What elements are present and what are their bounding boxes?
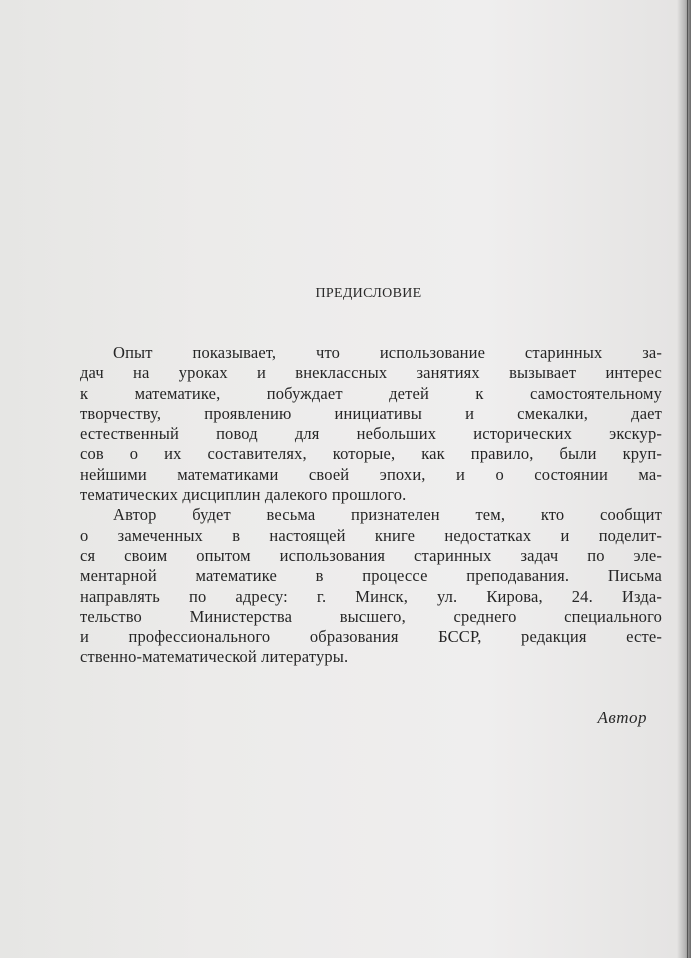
text-line: к математике, побуждает детей к самостоятельному xyxy=(80,383,662,403)
text-line: о замеченных в настоящей книге недостатках и поделит- xyxy=(80,525,662,545)
text-line: нейшими математиками своей эпохи, и о состоянии ма- xyxy=(80,464,662,484)
text-line: ментарной математике в процессе преподавания. Письма xyxy=(80,566,662,586)
paragraph-1 xyxy=(80,343,662,505)
text-line: и профессионального образования БССР, редакция есте- xyxy=(80,627,662,647)
text-line: Автор будет весьма признателен тем, кто сообщит xyxy=(113,505,662,525)
text-line: дач на уроках и внеклассных занятиях вызывает интерес xyxy=(80,363,662,383)
text-line: тематических дисциплин далекого прошлого. xyxy=(80,485,407,505)
text-line: сов о их составителях, которые, как правило, были круп- xyxy=(80,444,662,464)
preface-text xyxy=(80,343,662,668)
text-line: ственно-математической литературы. xyxy=(80,647,349,667)
text-line: направлять по адресу: г. Минск, ул. Кирова, 24. Изда- xyxy=(80,586,662,606)
text-line: творчеству, проявлению инициативы и смекалки, дает xyxy=(80,403,662,423)
page-title-text: ПРЕДИСЛОВИЕ xyxy=(315,286,422,301)
text-line: ся своим опытом использования старинных задач по эле- xyxy=(80,545,662,565)
paragraph-2 xyxy=(80,505,662,667)
text-line: естественный повод для небольших исторических экскур- xyxy=(80,424,662,444)
text-line: тельство Министерства высшего, среднего специального xyxy=(80,606,662,626)
page-edge-shadow xyxy=(677,0,691,958)
page-title xyxy=(0,286,691,302)
author-signature: Автор xyxy=(597,708,647,727)
text-line: Опыт показывает, что использование старинных за- xyxy=(113,343,662,362)
